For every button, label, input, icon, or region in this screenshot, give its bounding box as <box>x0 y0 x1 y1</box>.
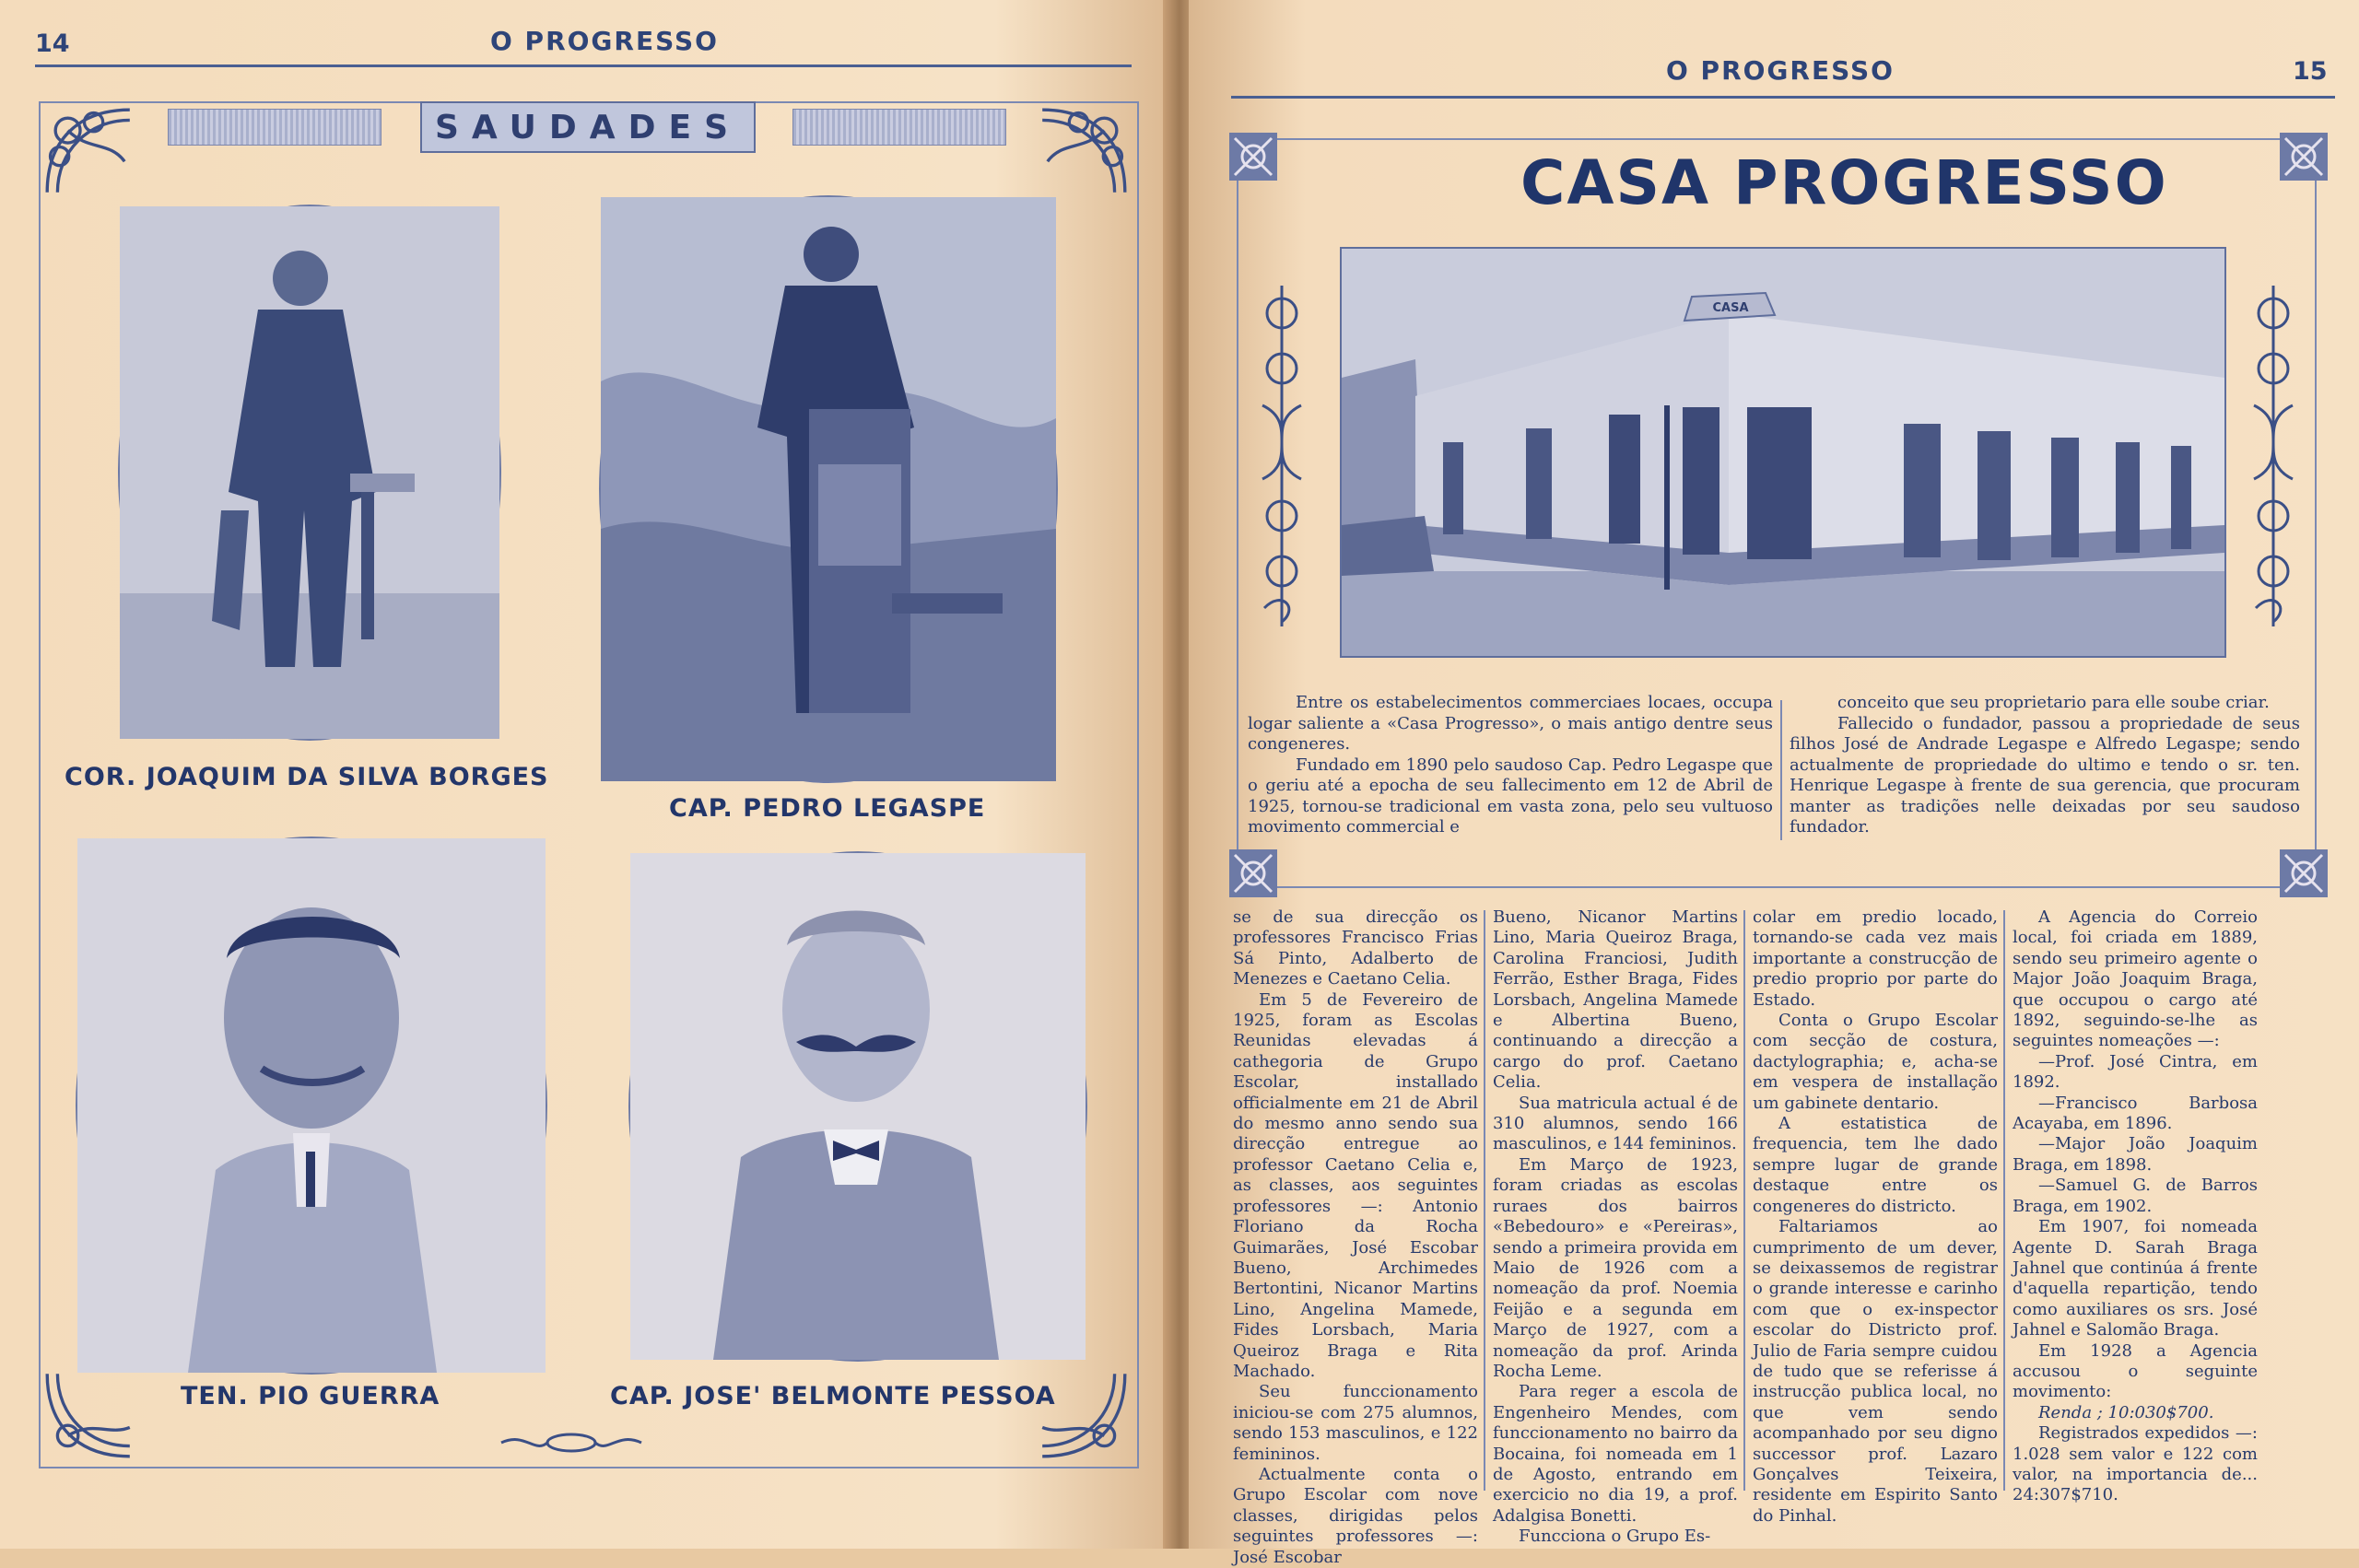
corner-ornament-top-right <box>1032 99 1135 203</box>
casa-progresso-building-photo <box>1340 247 2226 658</box>
column-paragraph: A Agencia do Correio local, foi criada em 1889, sendo seu primeiro agente o Major João Joaquim Braga, que occupou o cargo até 1892, seguindo-se-lhe as seguintes nomeações —: <box>2013 907 2258 1051</box>
column-paragraph: —Major João Joaquim Braga, em 1898. <box>2013 1134 2258 1175</box>
caption-jose-belmonte-pessoa: CAP. JOSE' BELMONTE PESSOA <box>610 1382 1056 1410</box>
text-column-2 <box>1493 907 1738 1547</box>
portrait-pio-guerra <box>76 837 547 1375</box>
corner-ornament-top-left <box>37 99 140 203</box>
column-paragraph: Em 1928 a Agencia accusou o seguinte movimento: <box>2013 1340 2258 1402</box>
intro-paragraph: Fundado em 1890 pelo saudoso Cap. Pedro Legaspe que o geriu até a epocha de seu fallecimento em 12 de Abril de 1925, tornou-se tradicional em vasta zona, pelo seu vultuoso movimento commercial e <box>1248 755 1773 837</box>
casa-progresso-title: CASA PROGRESSO <box>1520 147 2168 218</box>
portrait-pedro-legaspe <box>599 195 1058 783</box>
bottom-center-ornament <box>498 1430 645 1456</box>
column-paragraph: Seu funccionamento iniciou-se com 275 alumnos, sendo 153 masculinos, e 122 femininos. <box>1233 1382 1478 1464</box>
page-header-right: O PROGRESSO <box>1666 55 1895 86</box>
header-rule-right <box>1231 96 2335 99</box>
intro-paragraph: Entre os estabelecimentos commerciaes locaes, occupa logar saliente a «Casa Progresso», o mais antigo dentre seus congeneres. <box>1248 693 1773 754</box>
text-column-3 <box>1753 907 1998 1526</box>
column-paragraph: Bueno, Nicanor Martins Lino, Maria Queiroz Braga, Carolina Franciosi, Judith Ferrão, Esther Braga, Fides Lorsbach, Angelina Mamede e Albertina Bueno, continuando a direcção a cargo do prof. Caetano Celia. <box>1493 907 1738 1093</box>
column-paragraph: Em 5 de Fevereiro de 1925, foram as Escolas Reunidas elevadas á cathegoria de Grupo Escolar, installado officialmente em 21 de Abril do mesmo anno sendo sua direcção entregue ao professor Caetano Celia e, as classes, aos seguintes professores —: Antonio Floriano da Rocha Guimarães, José Escobar Bueno, Archimedes Bertontini, Nicanor Martins Lino, Angelina Mamede, Fides Lorsbach, Maria Queiroz Braga e Rita Machado. <box>1233 989 1478 1381</box>
corner-ornament-bottom-left <box>37 1363 140 1467</box>
column-paragraph: se de sua direcção os professores Francisco Frias Sá Pinto, Adalberto de Menezes e Caetano Celia. <box>1233 907 1478 989</box>
column-paragraph: Actualmente conta o Grupo Escolar com nove classes, dirigidas pelos seguintes professores —: José Escobar <box>1233 1464 1478 1567</box>
saudades-banner <box>420 101 756 153</box>
text-column-1 <box>1233 907 1478 1567</box>
portrait-joaquim-silva-borges <box>118 205 501 741</box>
page-header-left: O PROGRESSO <box>490 26 719 56</box>
portrait-jose-belmonte-pessoa <box>628 851 1087 1362</box>
header-rule-left <box>35 64 1132 67</box>
column-paragraph: —Prof. José Cintra, em 1892. <box>2013 1051 2258 1093</box>
page-number-left: 14 <box>35 29 70 58</box>
intro-paragraph: conceito que seu proprietario para elle soube criar. <box>1837 693 2270 712</box>
column-paragraph: Para reger a escola de Engenheiro Mendes, com funccionamento no bairro da Bocaina, foi nomeada em 1 de Agosto, entrando em exercicio no dia 19, a prof. Adalgisa Bonetti. <box>1493 1382 1738 1526</box>
frame-corner-bottom-right <box>2278 848 2330 899</box>
column-paragraph: Registrados expedidos —: 1.028 sem valor e 122 com valor, na importancia de... 24:307$710. <box>2013 1423 2258 1505</box>
corner-ornament-bottom-right <box>1032 1363 1135 1467</box>
intro-column-1 <box>1248 693 1773 838</box>
caption-pedro-legaspe: CAP. PEDRO LEGASPE <box>669 794 986 823</box>
intro-column-2 <box>1790 693 2300 838</box>
column-divider <box>1484 910 1485 1491</box>
column-paragraph: Sua matricula actual é de 310 alumnos, sendo 166 masculinos, e 144 femininos. <box>1493 1093 1738 1154</box>
side-ornament-right <box>2247 286 2300 626</box>
intro-paragraph: Fallecido o fundador, passou a propriedade de seus filhos José de Andrade Legaspe e Alfredo Legaspe; sendo actualmente de propriedade do ultimo e tendo o sr. ten. Henrique Legaspe à frente de sua gerencia, que procuram manter as tradições nelle deixadas por seu saudoso fundador. <box>1790 713 2300 837</box>
column-paragraph: Conta o Grupo Escolar com secção de costura, dactylographia; e, acha-se em vespera de installação um gabinete dentario. <box>1753 1011 1998 1113</box>
column-divider <box>2003 910 2005 1491</box>
caption-pio-guerra: TEN. PIO GUERRA <box>181 1382 440 1410</box>
ribbon-right <box>792 109 1006 146</box>
column-paragraph: A estatistica de frequencia, tem lhe dado sempre lugar de grande destaque entre os congeneres do districto. <box>1753 1114 1998 1216</box>
column-paragraph: Faltariamos ao cumprimento de um dever, se deixassemos de registrar o grande interesse e carinho com que o ex-inspector escolar do Districto prof. Julio de Faria sempre cuidou de tudo que se referisse á instrucção publica local, no que vem sendo acompanhado por seu digno successor prof. Lazaro Gonçalves Teixeira, residente em Espirito Santo do Pinhal. <box>1753 1217 1998 1526</box>
frame-corner-top-left <box>1227 131 1279 182</box>
column-paragraph: —Samuel G. de Barros Braga, em 1902. <box>2013 1176 2258 1216</box>
frame-corner-bottom-left <box>1227 848 1279 899</box>
column-paragraph: Em 1907, foi nomeada Agente D. Sarah Braga Jahnel que continúa á frente d'aquella repartição, tendo como auxiliares os srs. José Jahnel e Salomão Braga. <box>2013 1217 2258 1340</box>
frame-corner-top-right <box>2278 131 2330 182</box>
saudades-title: SAUDADES <box>434 108 742 146</box>
intro-divider <box>1780 700 1782 840</box>
right-page <box>1189 0 2359 1567</box>
ribbon-left <box>168 109 381 146</box>
page-number-right: 15 <box>2293 57 2328 86</box>
column-paragraph: Em Março de 1923, foram criadas as escolas ruraes dos bairros «Bebedouro» e «Pereiras», sendo a primeira provida em Maio de 1926 com a nomeação da prof. Noemia Feijão e a segunda em Março de 1927, com a nomeação da prof. Arinda Rocha Leme. <box>1493 1154 1738 1381</box>
caption-joaquim-silva-borges: COR. JOAQUIM DA SILVA BORGES <box>65 763 549 791</box>
column-paragraph: colar em predio locado, tornando-se cada vez mais importante a construcção de predio proprio por parte do Estado. <box>1753 907 1998 1010</box>
column-paragraph: Funcciona o Grupo Es- <box>1519 1527 1711 1547</box>
side-ornament-left <box>1255 286 1309 626</box>
column-divider <box>1743 910 1745 1491</box>
building-sign: CASA <box>1712 301 1749 315</box>
left-page <box>0 0 1170 1549</box>
text-column-4 <box>2013 907 2258 1505</box>
column-paragraph: —Francisco Barbosa Acayaba, em 1896. <box>2013 1093 2258 1134</box>
column-paragraph: Renda ; 10:030$700. <box>2038 1402 2214 1422</box>
